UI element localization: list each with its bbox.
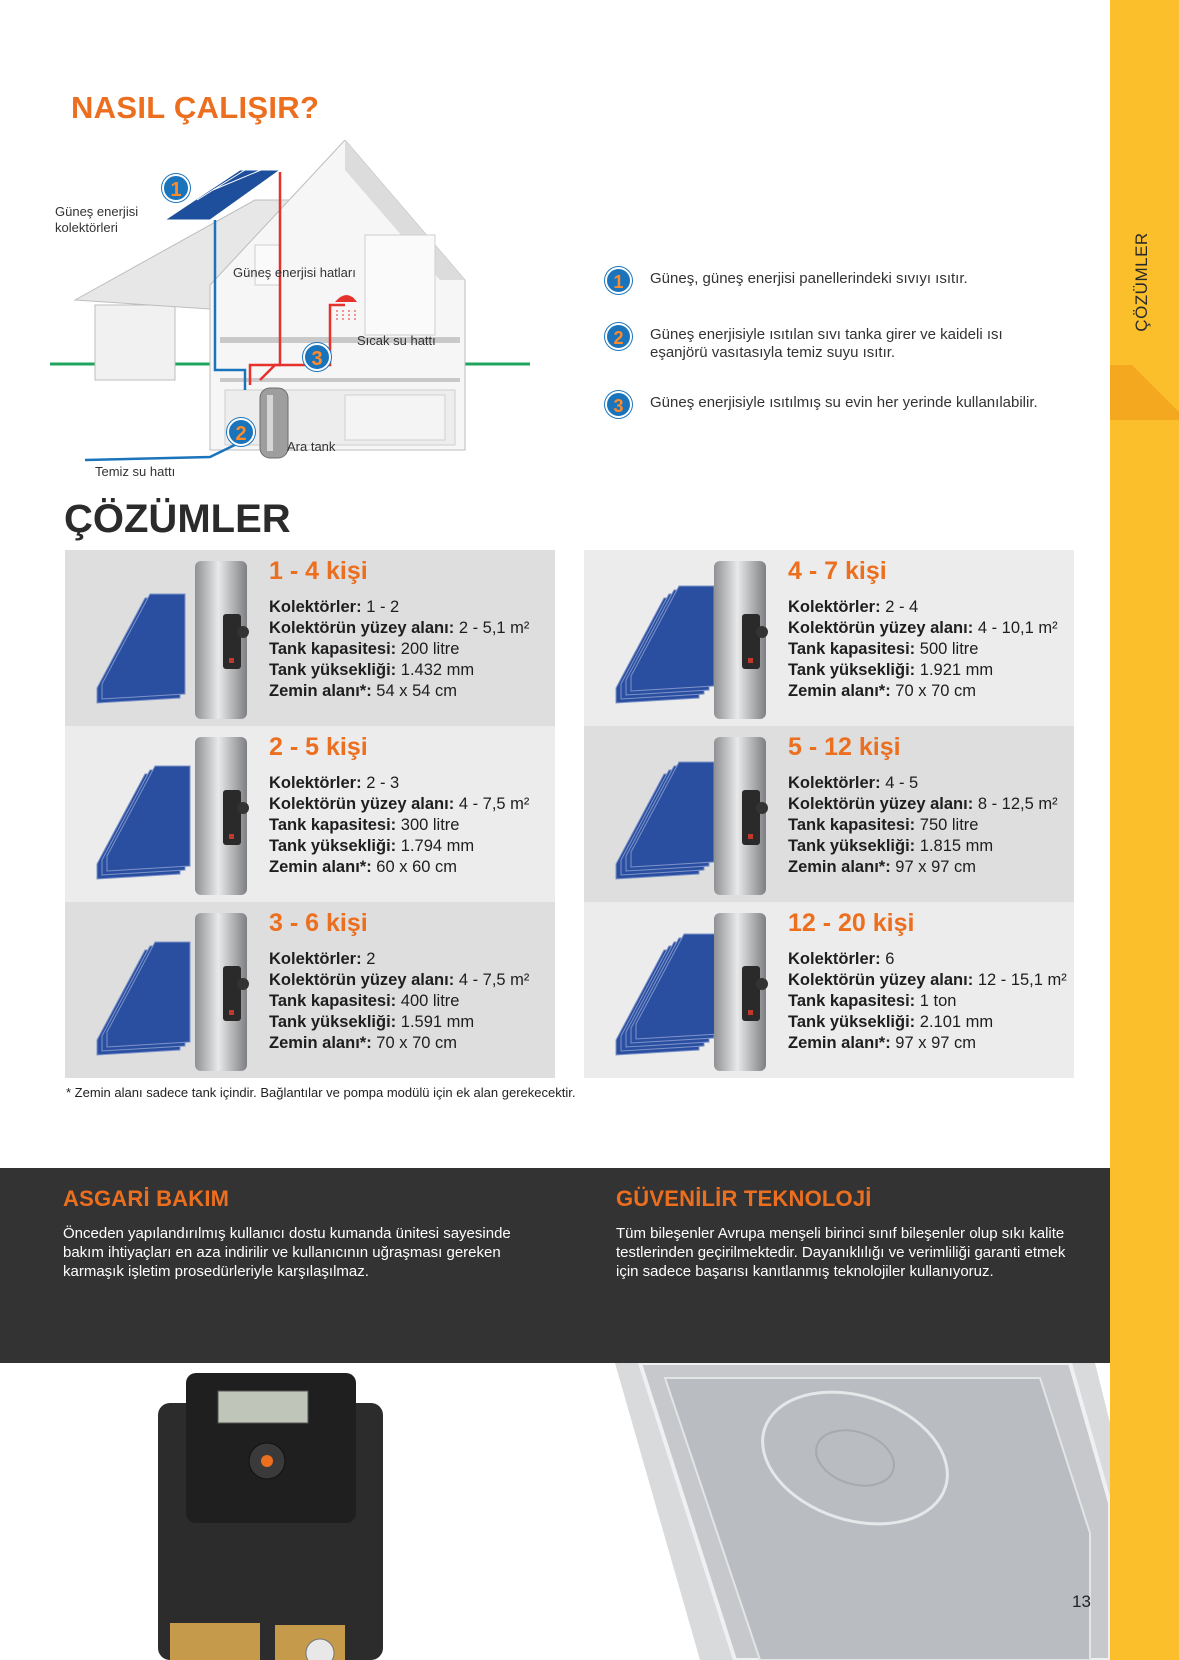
solution-card [584, 902, 1074, 1078]
spec-collectors [269, 949, 553, 970]
collector-tank-illustration [614, 910, 814, 1074]
step-text-1: Güneş, güneş enerjisi panellerindeki sıvıyı ısıtır. [650, 270, 968, 287]
spec-key: Tank kapasitesi: [788, 640, 916, 658]
spec-area [269, 970, 553, 991]
step-text-2: Güneş enerjisiyle ısıtılan sıvı tanka girer ve kaideli ısı eşanjörü vasıtasıyla temiz suyu ısıtır. [650, 326, 1003, 361]
spec-floor [788, 1033, 1072, 1054]
spec-value: 1 - 2 [366, 598, 400, 616]
spec-key: Tank yüksekliği: [269, 1013, 397, 1031]
step-badge-3: 3 [605, 391, 632, 418]
spec-value: 1.432 mm [400, 661, 475, 679]
step-text-3: Güneş enerjisiyle ısıtılmış su evin her yerinde kullanılabilir. [650, 394, 1038, 411]
spec-value: 2 - 5,1 m² [458, 619, 530, 637]
spec-key: Tank kapasitesi: [269, 816, 397, 834]
spec-key: Tank yüksekliği: [788, 837, 916, 855]
spec-collectors [269, 773, 553, 794]
spec-key: Kolektörün yüzey alanı: [269, 795, 455, 813]
diagram-badge-3: 3 [303, 343, 331, 371]
spec-height [788, 660, 1072, 681]
solution-card [65, 726, 555, 902]
product-photos [0, 1363, 1110, 1660]
house-illustration [45, 140, 535, 485]
how-it-works-title: NASIL ÇALIŞIR? [71, 90, 320, 125]
spec-value: 400 litre [400, 992, 460, 1010]
persons-range: 3 - 6 kişi [269, 909, 368, 937]
spec-value: 200 litre [400, 640, 460, 658]
spec-value: 750 litre [919, 816, 979, 834]
spec-key: Zemin alanı*: [788, 858, 891, 876]
footnote: * Zemin alanı sadece tank içindir. Bağlantılar ve pompa modülü için ek alan gerekecektir. [66, 1085, 576, 1100]
step-badge-2: 2 [605, 323, 632, 350]
spec-value: 500 litre [919, 640, 979, 658]
maintenance-title: ASGARİ BAKIM [63, 1186, 230, 1211]
spec-key: Kolektörler: [788, 598, 881, 616]
spec-value: 4 - 7,5 m² [458, 971, 530, 989]
spec-value: 1.815 mm [919, 837, 994, 855]
solution-info [788, 908, 1072, 1054]
spec-key: Kolektörler: [788, 950, 881, 968]
spec-area [269, 794, 553, 815]
solution-card [584, 726, 1074, 902]
spec-key: Tank kapasitesi: [269, 640, 397, 658]
spec-value: 2.101 mm [919, 1013, 994, 1031]
persons-range: 5 - 12 kişi [788, 733, 901, 761]
spec-key: Kolektörler: [269, 950, 362, 968]
spec-value: 6 [885, 950, 895, 968]
technology-section [616, 1186, 1066, 1281]
solution-card [65, 550, 555, 726]
persons-range: 1 - 4 kişi [269, 557, 368, 585]
spec-key: Tank kapasitesi: [788, 816, 916, 834]
house-diagram [45, 140, 535, 485]
collector-tank-illustration [95, 734, 295, 898]
spec-floor [269, 681, 553, 702]
spec-value: 54 x 54 cm [376, 682, 458, 700]
spec-capacity [788, 991, 1072, 1012]
solution-info [269, 732, 553, 878]
spec-capacity [788, 815, 1072, 836]
persons-range: 4 - 7 kişi [788, 557, 887, 585]
spec-floor [788, 857, 1072, 878]
spec-key: Tank yüksekliği: [788, 1013, 916, 1031]
spec-key: Zemin alanı*: [269, 1034, 372, 1052]
spec-value: 1.921 mm [919, 661, 994, 679]
spec-key: Kolektörün yüzey alanı: [269, 619, 455, 637]
spec-key: Zemin alanı*: [269, 682, 372, 700]
spec-floor [788, 681, 1072, 702]
spec-value: 4 - 5 [885, 774, 919, 792]
spec-key: Kolektörün yüzey alanı: [788, 619, 974, 637]
hot-water-label: Sıcak su hattı [357, 333, 436, 348]
buffer-tank-label: Ara tank [287, 439, 336, 454]
persons-range: 2 - 5 kişi [269, 733, 368, 761]
spec-collectors [788, 949, 1072, 970]
spec-key: Kolektörün yüzey alanı: [788, 971, 974, 989]
spec-key: Tank kapasitesi: [269, 992, 397, 1010]
spec-floor [269, 857, 553, 878]
collector-tank-illustration [614, 558, 814, 722]
spec-key: Zemin alanı*: [269, 858, 372, 876]
spec-key: Kolektörler: [788, 774, 881, 792]
spec-collectors [788, 597, 1072, 618]
technology-title: GÜVENİLİR TEKNOLOJİ [616, 1186, 872, 1211]
collector-tank-illustration [95, 558, 295, 722]
spec-value: 70 x 70 cm [895, 682, 977, 700]
solution-info [788, 732, 1072, 878]
solutions-title: ÇÖZÜMLER [64, 497, 291, 541]
features-band [0, 1168, 1110, 1363]
solution-card [584, 550, 1074, 726]
page-number: 13 [1072, 1592, 1091, 1611]
spec-key: Kolektörler: [269, 774, 362, 792]
spec-height [788, 1012, 1072, 1033]
spec-floor [269, 1033, 553, 1054]
maintenance-text: Önceden yapılandırılmış kullanıcı dostu kumanda ünitesi sayesinde bakım ihtiyaçları en aza indirilir ve kullanıcının uğraşması gereken karmaşık işletim prosedürleriyle karşılaşılmaz. [63, 1225, 511, 1280]
spec-key: Tank yüksekliği: [269, 837, 397, 855]
spec-value: 4 - 10,1 m² [977, 619, 1058, 637]
side-section-label: ÇÖZÜMLER [1132, 232, 1151, 332]
solution-card [65, 902, 555, 1078]
maintenance-section [63, 1186, 533, 1281]
spec-value: 12 - 15,1 m² [977, 971, 1067, 989]
solution-info [788, 556, 1072, 702]
collector-tank-illustration [614, 734, 814, 898]
collector-tank-illustration [95, 910, 295, 1074]
spec-capacity [269, 815, 553, 836]
solution-info [269, 556, 553, 702]
spec-height [269, 1012, 553, 1033]
spec-area [788, 794, 1072, 815]
spec-key: Kolektörler: [269, 598, 362, 616]
clean-water-label: Temiz su hattı [95, 464, 176, 479]
technology-text: Tüm bileşenler Avrupa menşeli birinci sınıf bileşenler olup sıkı kalite testlerinden geçirilmektedir. Dayanıklılığı ve verimliliği garanti etmek için sadece başarısı kanıtlanmış teknolojiler kullanıyoruz. [616, 1225, 1066, 1280]
spec-value: 1 ton [919, 992, 957, 1010]
spec-capacity [269, 991, 553, 1012]
spec-value: 8 - 12,5 m² [977, 795, 1058, 813]
spec-value: 60 x 60 cm [376, 858, 458, 876]
spec-capacity [788, 639, 1072, 660]
spec-area [269, 618, 553, 639]
spec-key: Zemin alanı*: [788, 682, 891, 700]
spec-value: 2 [366, 950, 376, 968]
spec-value: 70 x 70 cm [376, 1034, 458, 1052]
spec-value: 97 x 97 cm [895, 1034, 977, 1052]
spec-value: 300 litre [400, 816, 460, 834]
persons-range: 12 - 20 kişi [788, 909, 915, 937]
spec-collectors [788, 773, 1072, 794]
spec-key: Tank yüksekliği: [269, 661, 397, 679]
spec-value: 4 - 7,5 m² [458, 795, 530, 813]
spec-key: Zemin alanı*: [788, 1034, 891, 1052]
collectors-label: Güneş enerjisi kolektörleri [55, 204, 139, 235]
solution-info [269, 908, 553, 1054]
spec-area [788, 618, 1072, 639]
spec-value: 2 - 4 [885, 598, 919, 616]
spec-key: Kolektörün yüzey alanı: [269, 971, 455, 989]
spec-key: Kolektörün yüzey alanı: [788, 795, 974, 813]
spec-collectors [269, 597, 553, 618]
spec-height [788, 836, 1072, 857]
spec-capacity [269, 639, 553, 660]
diagram-badge-1: 1 [162, 174, 190, 202]
spec-key: Tank kapasitesi: [788, 992, 916, 1010]
spec-key: Tank yüksekliği: [788, 661, 916, 679]
spec-value: 1.591 mm [400, 1013, 475, 1031]
spec-height [269, 660, 553, 681]
spec-area [788, 970, 1072, 991]
spec-value: 2 - 3 [366, 774, 400, 792]
spec-value: 97 x 97 cm [895, 858, 977, 876]
spec-value: 1.794 mm [400, 837, 475, 855]
diagram-badge-2: 2 [227, 418, 255, 446]
step-badge-1: 1 [605, 267, 632, 294]
spec-height [269, 836, 553, 857]
controller-and-collector-photo [0, 1363, 1110, 1660]
solar-lines-label: Güneş enerjisi hatları [233, 265, 356, 280]
